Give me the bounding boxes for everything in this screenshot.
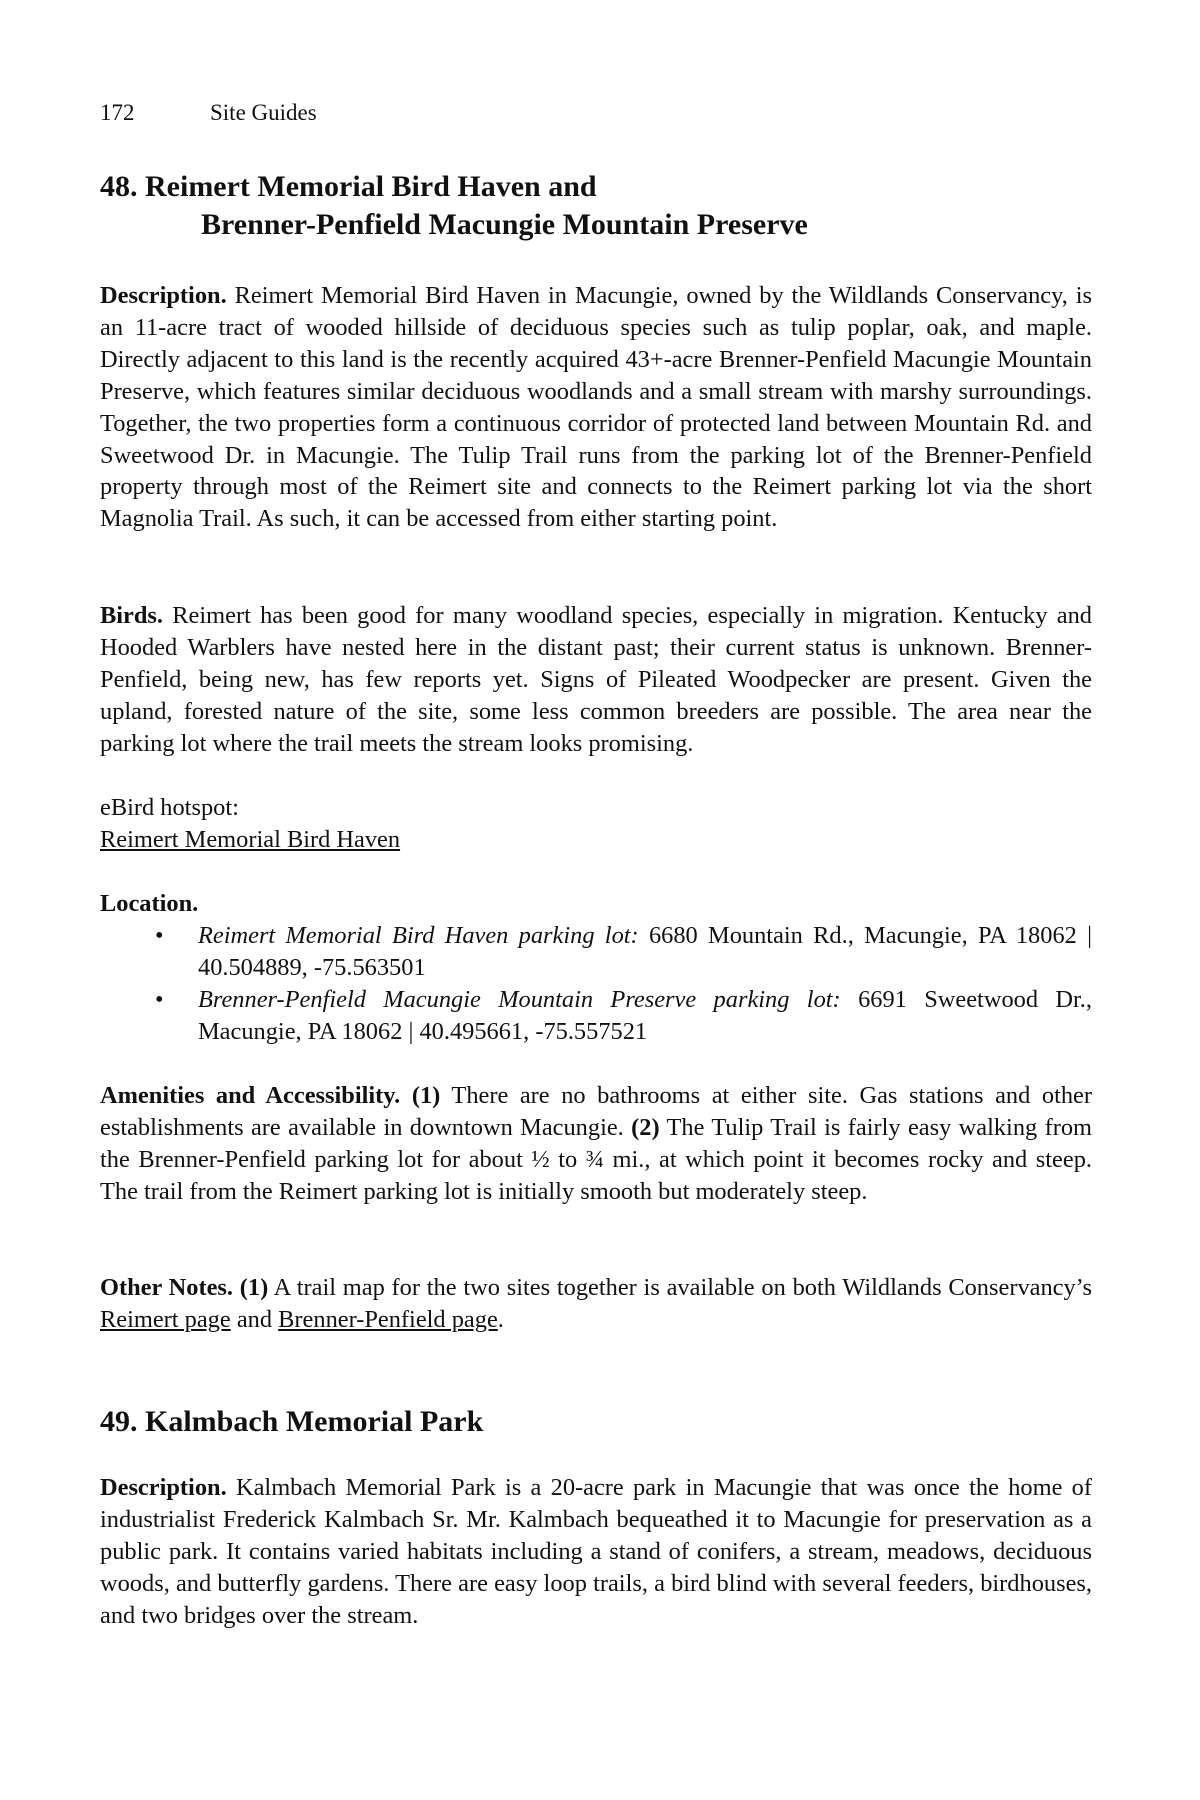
other-notes-text: A trail map for the two sites together is available on both Wildlands Conservancy’s [273, 1274, 1092, 1301]
bullet-icon: • [155, 985, 164, 1013]
location-detail: 6680 Mountain Rd., Macungie, PA 18062 | 40.504889, -75.563501 [198, 922, 1092, 981]
amenities-label: Amenities and Accessibility. [100, 1082, 401, 1109]
description-label: Description. [100, 282, 227, 309]
site-48-location-heading [100, 888, 1092, 920]
birds-text: Reimert has been good for many woodland species, especially in migration. Kentucky and Hooded Warblers have nested here in the distant past; their current status is unknown. Brenner-Penfield, being new, has few reports yet. Signs of Pileated Woodpecker are present. Given the upland, forested nature of the site, some less common breeders are possible. The area near the parking lot where the trail meets the stream looks promising. [100, 602, 1092, 757]
site-48-ebird [100, 792, 1092, 856]
description-label: Description. [100, 1474, 227, 1501]
location-list [100, 920, 1092, 1048]
running-head [100, 100, 317, 126]
location-label: Location. [100, 890, 199, 917]
other-notes-end: . [497, 1305, 504, 1333]
amenities-text-2: The Tulip Trail is fairly easy walking from the Brenner-Penfield parking lot for about ½ to ¾ mi., at which point it becomes rocky and steep. The trail from the Reimert parking lot is initially smooth but moderately steep. [100, 1113, 1092, 1205]
description-text: Reimert Memorial Bird Haven in Macungie, owned by the Wildlands Conservancy, is an 11-acre tract of wooded hillside of deciduous species such as tulip poplar, oak, and maple. Directly adjacent to this land is the recently acquired 43+-acre Brenner-Penfield Macungie Mountain Preserve, which features similar deciduous woodlands and a small stream with marshy surroundings. Together, the two properties form a continuous corridor of protected land between Mountain Rd. and Sweetwood Dr. in Macungie. The Tulip Trail runs from the parking lot of the Brenner-Penfield property through most of the Reimert site and connects to the Reimert parking lot via the short Magnolia Trail. As such, it can be accessed from either starting point. [100, 282, 1092, 533]
location-name: Brenner-Penfield Macungie Mountain Preserve parking lot: [198, 985, 841, 1013]
location-detail: 6691 Sweetwood Dr., Macungie, PA 18062 | 40.495661, -75.557521 [198, 985, 1092, 1045]
location-name: Reimert Memorial Bird Haven parking lot: [198, 922, 639, 949]
site-48-title-line1: 48. Reimert Memorial Bird Haven and [100, 170, 597, 203]
site-48-description [100, 280, 1092, 535]
bullet-icon: • [155, 922, 164, 949]
location-item [100, 984, 1092, 1048]
ebird-hotspot-link[interactable]: Reimert Memorial Bird Haven [100, 825, 401, 853]
location-item [100, 920, 1092, 984]
other-notes-number-1: (1) [239, 1274, 269, 1301]
site-48-amenities [100, 1080, 1092, 1208]
amenities-text-1: There are no bathrooms at either site. Gas stations and other establishments are available in downtown Macungie. [100, 1082, 1092, 1141]
amenities-number-1: (1) [411, 1082, 441, 1109]
site-48-title [100, 168, 808, 244]
site-48-title-line2: Brenner-Penfield Macungie Mountain Preserve [201, 208, 808, 241]
other-notes-and: and [236, 1305, 273, 1333]
page-number: 172 [100, 100, 135, 125]
section-name: Site Guides [210, 100, 317, 125]
birds-label: Birds. [100, 602, 164, 629]
amenities-number-2: (2) [631, 1113, 660, 1141]
ebird-label: eBird hotspot: [100, 794, 239, 821]
site-48-other-notes [100, 1272, 1092, 1336]
site-49-title: 49. Kalmbach Memorial Park [100, 1405, 484, 1438]
reimert-page-link[interactable]: Reimert page [100, 1305, 231, 1333]
site-49-description [100, 1472, 1092, 1632]
site-48-birds [100, 600, 1092, 760]
brenner-penfield-page-link[interactable]: Brenner-Penfield page [278, 1305, 498, 1333]
other-notes-label: Other Notes. [100, 1274, 233, 1301]
description-text: Kalmbach Memorial Park is a 20-acre park in Macungie that was once the home of industrialist Frederick Kalmbach Sr. Mr. Kalmbach bequeathed it to Macungie for preservation as a public park. It contains varied habitats including a stand of conifers, a stream, meadows, deciduous woods, and butterfly gardens. There are easy loop trails, a bird blind with several feeders, birdhouses, and two bridges over the stream. [100, 1474, 1092, 1629]
